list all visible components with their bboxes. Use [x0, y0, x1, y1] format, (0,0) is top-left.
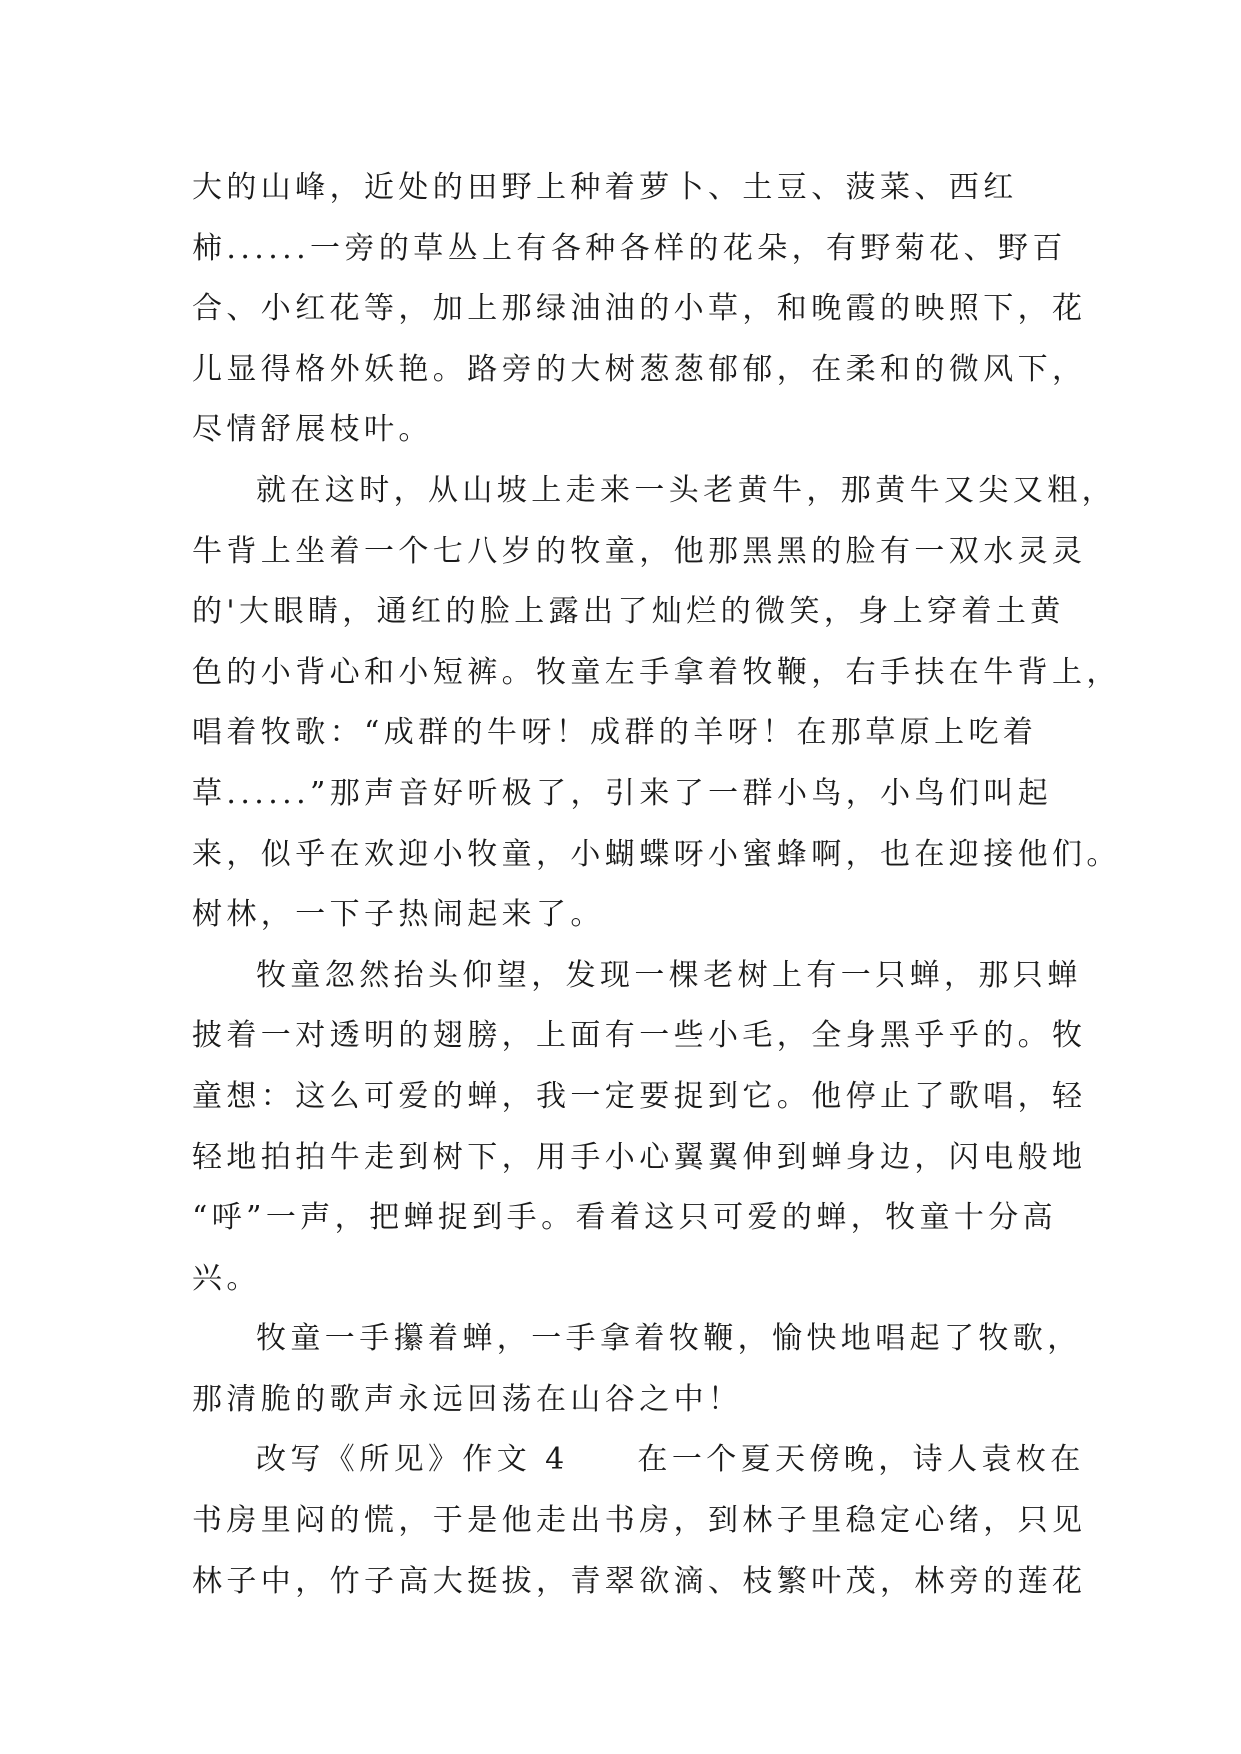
paragraph-scenery: [192, 158, 1087, 461]
text-line: 柿......一旁的草丛上有各种各样的花朵，有野菊花、野百: [192, 230, 1067, 266]
text-line: 就在这时，从山坡上走来一头老黄牛，那黄牛又尖又粗，: [256, 472, 1116, 508]
text-line: 牛背上坐着一个七八岁的牧童，他那黑黑的脸有一双水灵灵: [192, 533, 1087, 569]
text-line: 儿显得格外妖艳。路旁的大树葱葱郁郁，在柔和的微风下，: [192, 351, 1087, 387]
paragraph-shepherd-arrives: [192, 461, 1121, 946]
text-line: 大的山峰，近处的田野上种着萝卜、土豆、菠菜、西红: [192, 170, 1018, 205]
text-line: 书房里闷的慌，于是他走出书房，到林子里稳定心绪，只见: [192, 1503, 1087, 1539]
text-line: 牧童一手攥着蝉，一手拿着牧鞭，愉快地唱起了牧歌，: [256, 1321, 1082, 1357]
text-line: 林子中，竹子高大挺拔，青翠欲滴、枝繁叶茂，林旁的莲花: [192, 1563, 1087, 1599]
text-line: 的'大眼睛，通红的脸上露出了灿烂的微笑，身上穿着土黄: [192, 594, 1065, 630]
text-line: 唱着牧歌：“成群的牛呀！成群的羊呀！在那草原上吃着: [192, 715, 1038, 751]
text-line: 改写《所见》作文 4 在一个夏天傍晚，诗人袁枚在: [256, 1442, 1085, 1478]
text-line: 童想：这么可爱的蝉，我一定要捉到它。他停止了歌唱，轻: [192, 1078, 1087, 1114]
text-line: 尽情舒展枝叶。: [192, 412, 433, 448]
document-body: [192, 158, 1121, 1612]
text-line: “呼”一声，把蝉捉到手。看着这只可爱的蝉，牧童十分高: [192, 1200, 1058, 1236]
text-line: 合、小红花等，加上那绿油油的小草，和晚霞的映照下，花: [192, 291, 1087, 327]
paragraph-essay-4: [192, 1430, 1087, 1612]
text-line: 牧童忽然抬头仰望，发现一棵老树上有一只蝉，那只蝉: [256, 957, 1082, 993]
paragraph-singing: [192, 1309, 1082, 1430]
text-line: 来，似乎在欢迎小牧童，小蝴蝶呀小蜜蜂啊，也在迎接他们。: [192, 836, 1121, 872]
text-line: 色的小背心和小短裤。牧童左手拿着牧鞭，右手扶在牛背上，: [192, 654, 1121, 690]
text-line: 披着一对透明的翅膀，上面有一些小毛，全身黑乎乎的。牧: [192, 1018, 1087, 1054]
paragraph-catching-cicada: [192, 946, 1087, 1310]
text-line: 那清脆的歌声永远回荡在山谷之中！: [192, 1381, 743, 1417]
text-line: 草......”那声音好听极了，引来了一群小鸟，小鸟们叫起: [192, 775, 1053, 811]
text-line: 树林，一下子热闹起来了。: [192, 897, 605, 933]
text-line: 兴。: [192, 1260, 261, 1296]
text-line: 轻地拍拍牛走到树下，用手小心翼翼伸到蝉身边，闪电般地: [192, 1139, 1087, 1175]
